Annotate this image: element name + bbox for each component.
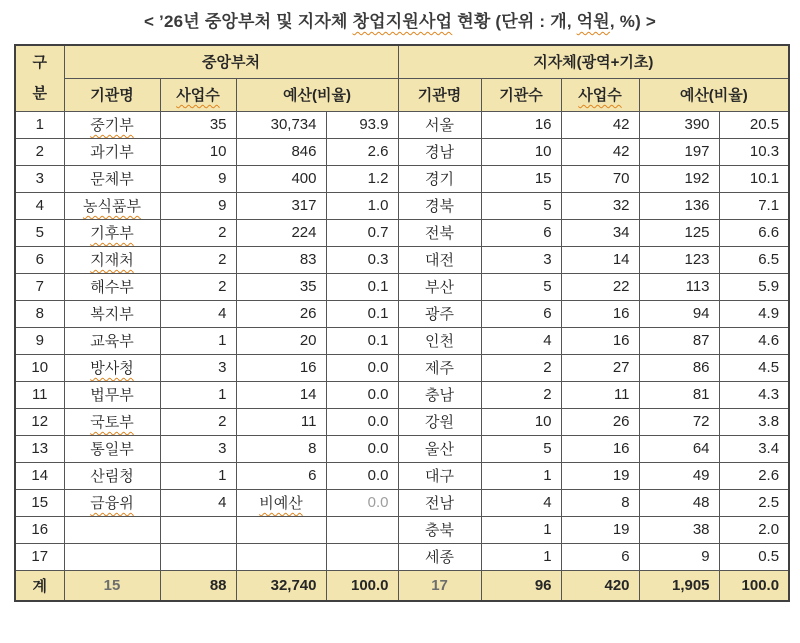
central-agency-name: 법무부	[64, 381, 160, 408]
table-row	[15, 381, 789, 408]
local-region-name: 광주	[398, 300, 481, 327]
central-biz-count: 3	[160, 354, 236, 381]
central-agency-name: 해수부	[64, 273, 160, 300]
central-budget	[236, 543, 326, 570]
local-org-count: 4	[481, 489, 561, 516]
total-label: 계	[15, 570, 64, 601]
local-biz-count: 16	[561, 327, 639, 354]
central-biz-count: 1	[160, 462, 236, 489]
central-biz-count: 9	[160, 165, 236, 192]
local-biz-count: 32	[561, 192, 639, 219]
table-row	[15, 111, 789, 138]
central-budget	[236, 489, 326, 516]
local-biz-count: 34	[561, 219, 639, 246]
local-region-name: 제주	[398, 354, 481, 381]
local-ratio: 6.5	[719, 246, 789, 273]
central-budget: 317	[236, 192, 326, 219]
startup-support-table	[14, 44, 790, 602]
header-local-biz	[561, 78, 639, 111]
local-org-count: 15	[481, 165, 561, 192]
local-biz-count: 70	[561, 165, 639, 192]
title-segment: , %) >	[609, 12, 656, 31]
central-biz-count: 2	[160, 219, 236, 246]
total-central-budget: 32,740	[236, 570, 326, 601]
central-agency-name: 교육부	[64, 327, 160, 354]
central-budget: 6	[236, 462, 326, 489]
local-biz-count: 8	[561, 489, 639, 516]
central-biz-count: 9	[160, 192, 236, 219]
table-row	[15, 489, 789, 516]
central-biz-count: 2	[160, 273, 236, 300]
central-agency-name	[64, 408, 160, 435]
central-biz-count: 1	[160, 327, 236, 354]
local-region-name: 강원	[398, 408, 481, 435]
local-region-name: 전북	[398, 219, 481, 246]
header-local-name: 기관명	[398, 78, 481, 111]
local-org-count: 1	[481, 516, 561, 543]
local-region-name: 서울	[398, 111, 481, 138]
local-org-count: 10	[481, 408, 561, 435]
row-number: 8	[15, 300, 64, 327]
table-row	[15, 192, 789, 219]
local-region-name: 인천	[398, 327, 481, 354]
central-budget: 846	[236, 138, 326, 165]
central-budget: 16	[236, 354, 326, 381]
central-agency-name-text: 지재처	[90, 252, 134, 269]
central-ratio	[326, 543, 398, 570]
local-budget: 81	[639, 381, 719, 408]
central-agency-name: 복지부	[64, 300, 160, 327]
central-biz-count: 4	[160, 489, 236, 516]
central-ratio: 0.0	[326, 354, 398, 381]
central-biz-count: 3	[160, 435, 236, 462]
table-row	[15, 273, 789, 300]
central-agency-name	[64, 192, 160, 219]
local-ratio: 5.9	[719, 273, 789, 300]
local-ratio: 6.6	[719, 219, 789, 246]
table-row	[15, 462, 789, 489]
header-central-budget: 예산(비율)	[236, 78, 398, 111]
local-ratio: 4.6	[719, 327, 789, 354]
total-local-orgs: 96	[481, 570, 561, 601]
local-budget: 9	[639, 543, 719, 570]
local-org-count: 1	[481, 462, 561, 489]
local-ratio: 4.5	[719, 354, 789, 381]
row-number: 15	[15, 489, 64, 516]
local-org-count: 2	[481, 381, 561, 408]
central-budget: 35	[236, 273, 326, 300]
row-number: 7	[15, 273, 64, 300]
central-biz-count: 1	[160, 381, 236, 408]
central-agency-name	[64, 354, 160, 381]
central-ratio: 0.3	[326, 246, 398, 273]
local-ratio: 4.3	[719, 381, 789, 408]
central-ratio: 1.2	[326, 165, 398, 192]
table-row	[15, 219, 789, 246]
table-row	[15, 354, 789, 381]
row-number: 16	[15, 516, 64, 543]
local-biz-count: 19	[561, 462, 639, 489]
central-ratio	[326, 516, 398, 543]
local-biz-count: 26	[561, 408, 639, 435]
header-local-biz-text: 사업수	[578, 87, 622, 104]
row-number: 3	[15, 165, 64, 192]
local-biz-count: 16	[561, 300, 639, 327]
local-org-count: 3	[481, 246, 561, 273]
central-agency-name	[64, 543, 160, 570]
local-budget: 38	[639, 516, 719, 543]
table-row	[15, 435, 789, 462]
row-number: 6	[15, 246, 64, 273]
local-region-name: 대구	[398, 462, 481, 489]
local-region-name: 경남	[398, 138, 481, 165]
local-region-name: 대전	[398, 246, 481, 273]
row-number: 2	[15, 138, 64, 165]
local-biz-count: 42	[561, 138, 639, 165]
title-underlined-word: 억원	[576, 12, 610, 31]
central-ratio: 93.9	[326, 111, 398, 138]
central-budget	[236, 516, 326, 543]
central-agency-name-text: 금융위	[90, 495, 134, 512]
local-budget: 113	[639, 273, 719, 300]
local-biz-count: 19	[561, 516, 639, 543]
central-agency-name: 산림청	[64, 462, 160, 489]
central-ratio: 0.1	[326, 327, 398, 354]
row-number: 4	[15, 192, 64, 219]
central-agency-name-text: 농식품부	[83, 198, 141, 215]
total-local-biz: 420	[561, 570, 639, 601]
central-agency-name: 문체부	[64, 165, 160, 192]
title-underlined-word: 창업지원사업	[352, 12, 453, 31]
table-row	[15, 516, 789, 543]
row-number: 14	[15, 462, 64, 489]
central-budget: 83	[236, 246, 326, 273]
row-number: 5	[15, 219, 64, 246]
local-budget: 123	[639, 246, 719, 273]
central-agency-name-text: 중기부	[90, 117, 134, 134]
table-row	[15, 408, 789, 435]
central-ratio: 2.6	[326, 138, 398, 165]
local-region-name: 부산	[398, 273, 481, 300]
central-biz-count	[160, 543, 236, 570]
total-central-ratio: 100.0	[326, 570, 398, 601]
central-biz-count: 10	[160, 138, 236, 165]
central-ratio: 0.7	[326, 219, 398, 246]
local-region-name: 전남	[398, 489, 481, 516]
local-ratio: 10.1	[719, 165, 789, 192]
local-biz-count: 22	[561, 273, 639, 300]
local-region-name: 충북	[398, 516, 481, 543]
local-biz-count: 16	[561, 435, 639, 462]
central-biz-count: 2	[160, 408, 236, 435]
central-budget: 11	[236, 408, 326, 435]
total-local-budget: 1,905	[639, 570, 719, 601]
central-budget: 20	[236, 327, 326, 354]
local-budget: 125	[639, 219, 719, 246]
central-budget: 26	[236, 300, 326, 327]
total-local-ratio: 100.0	[719, 570, 789, 601]
central-biz-count: 4	[160, 300, 236, 327]
local-biz-count: 27	[561, 354, 639, 381]
header-central-biz-text: 사업수	[176, 87, 220, 104]
header-gubun-line1: 구	[32, 54, 47, 72]
header-gubun-line2: 분	[32, 85, 47, 103]
central-ratio: 0.0	[326, 408, 398, 435]
local-ratio: 3.4	[719, 435, 789, 462]
local-budget: 64	[639, 435, 719, 462]
local-org-count: 5	[481, 273, 561, 300]
local-org-count: 5	[481, 435, 561, 462]
row-number: 11	[15, 381, 64, 408]
central-ratio: 0.0	[326, 381, 398, 408]
local-budget: 390	[639, 111, 719, 138]
central-budget: 8	[236, 435, 326, 462]
central-agency-name	[64, 219, 160, 246]
local-budget: 72	[639, 408, 719, 435]
title-segment: < ’26년 중앙부처 및 지자체	[143, 12, 353, 31]
central-agency-name: 통일부	[64, 435, 160, 462]
central-ratio: 1.0	[326, 192, 398, 219]
table-row	[15, 138, 789, 165]
header-local-orgs: 기관수	[481, 78, 561, 111]
central-agency-name-text: 기후부	[90, 225, 134, 242]
local-ratio: 20.5	[719, 111, 789, 138]
local-ratio: 2.5	[719, 489, 789, 516]
central-ratio: 0.0	[326, 435, 398, 462]
local-ratio: 2.6	[719, 462, 789, 489]
local-ratio: 0.5	[719, 543, 789, 570]
header-local-budget: 예산(비율)	[639, 78, 789, 111]
page-title	[0, 7, 800, 32]
central-ratio: 0.0	[326, 462, 398, 489]
row-number: 13	[15, 435, 64, 462]
central-agency-name	[64, 111, 160, 138]
central-agency-name-text: 방사청	[90, 360, 134, 377]
local-region-name: 울산	[398, 435, 481, 462]
local-ratio: 2.0	[719, 516, 789, 543]
header-local-group: 지자체(광역+기초)	[398, 45, 789, 78]
central-budget: 30,734	[236, 111, 326, 138]
local-budget: 136	[639, 192, 719, 219]
total-row	[15, 570, 789, 601]
title-segment: 현황 (단위 : 개,	[452, 12, 577, 31]
central-budget: 400	[236, 165, 326, 192]
header-gubun	[15, 45, 64, 111]
central-agency-name-text: 국토부	[90, 414, 134, 431]
row-number: 12	[15, 408, 64, 435]
local-region-name: 경기	[398, 165, 481, 192]
row-number: 1	[15, 111, 64, 138]
header-sub-row	[15, 78, 789, 111]
local-biz-count: 14	[561, 246, 639, 273]
central-agency-name	[64, 489, 160, 516]
local-org-count: 5	[481, 192, 561, 219]
table-row	[15, 327, 789, 354]
local-budget: 49	[639, 462, 719, 489]
row-number: 10	[15, 354, 64, 381]
row-number: 17	[15, 543, 64, 570]
local-ratio: 4.9	[719, 300, 789, 327]
local-budget: 192	[639, 165, 719, 192]
local-org-count: 16	[481, 111, 561, 138]
local-org-count: 1	[481, 543, 561, 570]
table-row	[15, 165, 789, 192]
local-budget: 94	[639, 300, 719, 327]
local-region-name: 충남	[398, 381, 481, 408]
local-org-count: 2	[481, 354, 561, 381]
central-agency-name	[64, 516, 160, 543]
total-central-org-count: 15	[64, 570, 160, 601]
table-body	[15, 111, 789, 570]
local-budget: 197	[639, 138, 719, 165]
local-budget: 86	[639, 354, 719, 381]
local-org-count: 4	[481, 327, 561, 354]
central-biz-count	[160, 516, 236, 543]
local-biz-count: 11	[561, 381, 639, 408]
row-number: 9	[15, 327, 64, 354]
local-org-count: 6	[481, 300, 561, 327]
header-group-row	[15, 45, 789, 78]
local-ratio: 10.3	[719, 138, 789, 165]
local-region-name: 경북	[398, 192, 481, 219]
central-agency-name: 과기부	[64, 138, 160, 165]
local-budget: 48	[639, 489, 719, 516]
local-biz-count: 42	[561, 111, 639, 138]
local-org-count: 6	[481, 219, 561, 246]
local-region-name: 세종	[398, 543, 481, 570]
central-budget: 224	[236, 219, 326, 246]
local-ratio: 3.8	[719, 408, 789, 435]
central-ratio: 0.1	[326, 273, 398, 300]
local-biz-count: 6	[561, 543, 639, 570]
local-budget: 87	[639, 327, 719, 354]
local-ratio: 7.1	[719, 192, 789, 219]
header-central-biz	[160, 78, 236, 111]
table-row	[15, 300, 789, 327]
central-ratio: 0.0	[326, 489, 398, 516]
total-central-biz: 88	[160, 570, 236, 601]
header-central-name: 기관명	[64, 78, 160, 111]
table-row	[15, 246, 789, 273]
header-central-group: 중앙부처	[64, 45, 398, 78]
central-biz-count: 2	[160, 246, 236, 273]
central-budget-text: 비예산	[259, 495, 303, 512]
central-budget: 14	[236, 381, 326, 408]
table-row	[15, 543, 789, 570]
central-agency-name	[64, 246, 160, 273]
total-local-org-count: 17	[398, 570, 481, 601]
central-ratio: 0.1	[326, 300, 398, 327]
central-biz-count: 35	[160, 111, 236, 138]
local-org-count: 10	[481, 138, 561, 165]
